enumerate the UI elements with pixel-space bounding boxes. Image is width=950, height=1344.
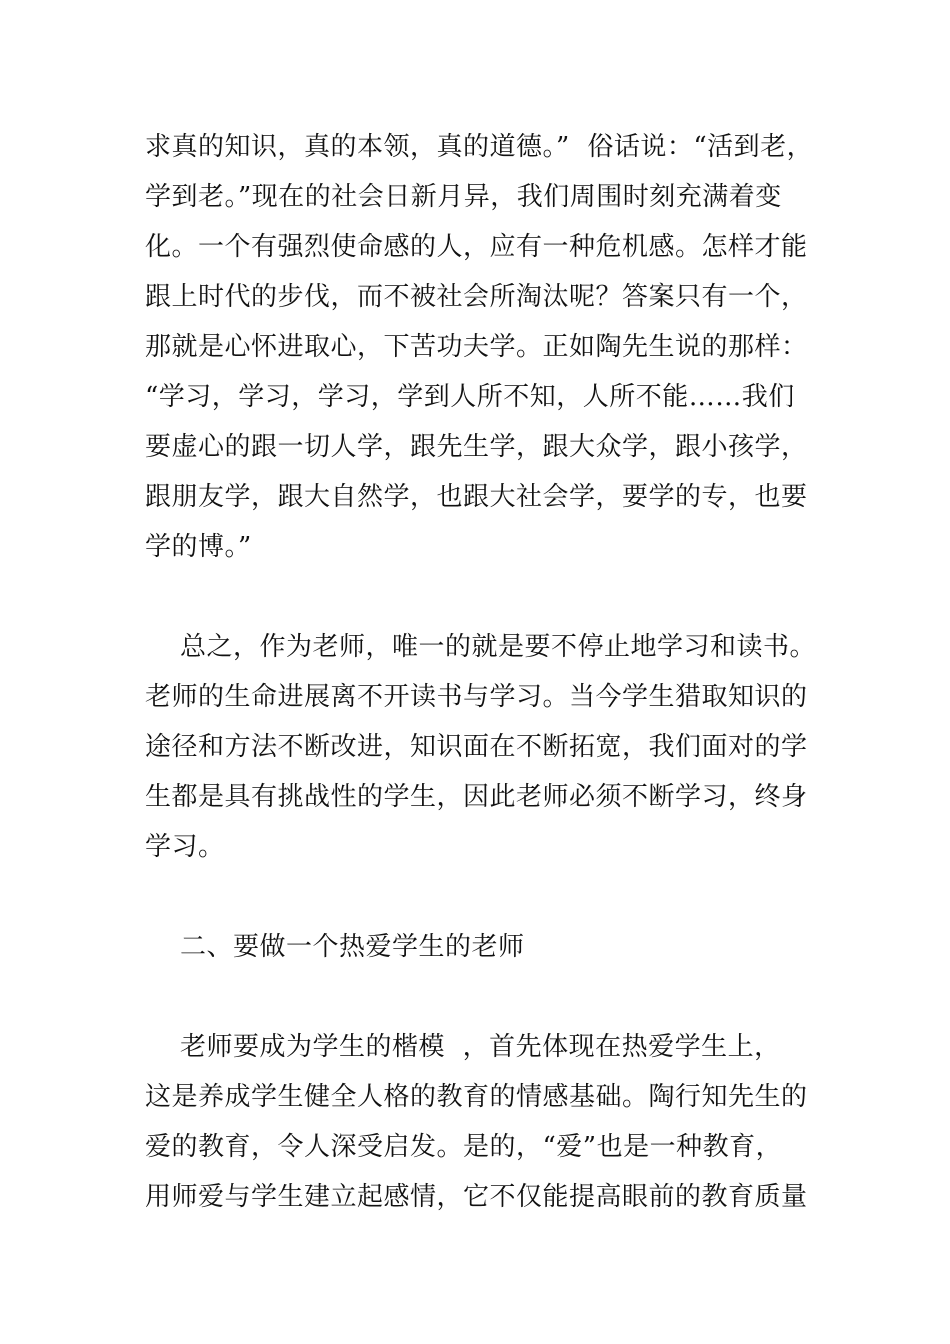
paragraph-line: 总之，作为老师，唯一的就是要不停止地学习和读书。 — [145, 632, 817, 662]
paragraph-line: 学到老。”现在的社会日新月异，我们周围时刻充满着变 — [145, 182, 782, 212]
paragraph-line: 跟朋友学，跟大自然学，也跟大社会学，要学的专，也要 — [145, 482, 808, 512]
paragraph-line: 老师要成为学生的楷模 ，首先体现在热爱学生上， — [145, 1032, 781, 1062]
paragraph-line: 学习。 — [145, 832, 225, 862]
paragraph-line: 化。一个有强烈使命感的人，应有一种危机感。怎样才能 — [145, 232, 808, 262]
paragraph-line: 要虚心的跟一切人学，跟先生学，跟大众学，跟小孩学， — [145, 432, 808, 462]
paragraph-line: 求真的知识，真的本领，真的道德。” 俗话说：“活到老， — [145, 132, 814, 162]
paragraph-line: 用师爱与学生建立起感情，它不仅能提高眼前的教育质量 — [145, 1182, 808, 1212]
paragraph-line: “学习，学习，学习，学到人所不知，人所不能……我们 — [145, 382, 795, 412]
paragraph-line: 途径和方法不断改进，知识面在不断拓宽，我们面对的学 — [145, 732, 808, 762]
paragraph-line: 跟上时代的步伐，而不被社会所淘汰呢？答案只有一个， — [145, 282, 808, 312]
paragraph-line: 这是养成学生健全人格的教育的情感基础。陶行知先生的 — [145, 1082, 808, 1112]
paragraph-line: 老师的生命进展离不开读书与学习。当今学生猎取知识的 — [145, 682, 808, 712]
paragraph-line: 爱的教育，令人深受启发。是的，“爱”也是一种教育， — [145, 1132, 783, 1162]
section-heading: 二、要做一个热爱学生的老师 — [145, 932, 525, 962]
paragraph-line: 学的博。” — [145, 532, 252, 562]
paragraph-line: 生都是具有挑战性的学生，因此老师必须不断学习，终身 — [145, 782, 808, 812]
paragraph-line: 那就是心怀进取心，下苦功夫学。正如陶先生说的那样： — [145, 332, 808, 362]
